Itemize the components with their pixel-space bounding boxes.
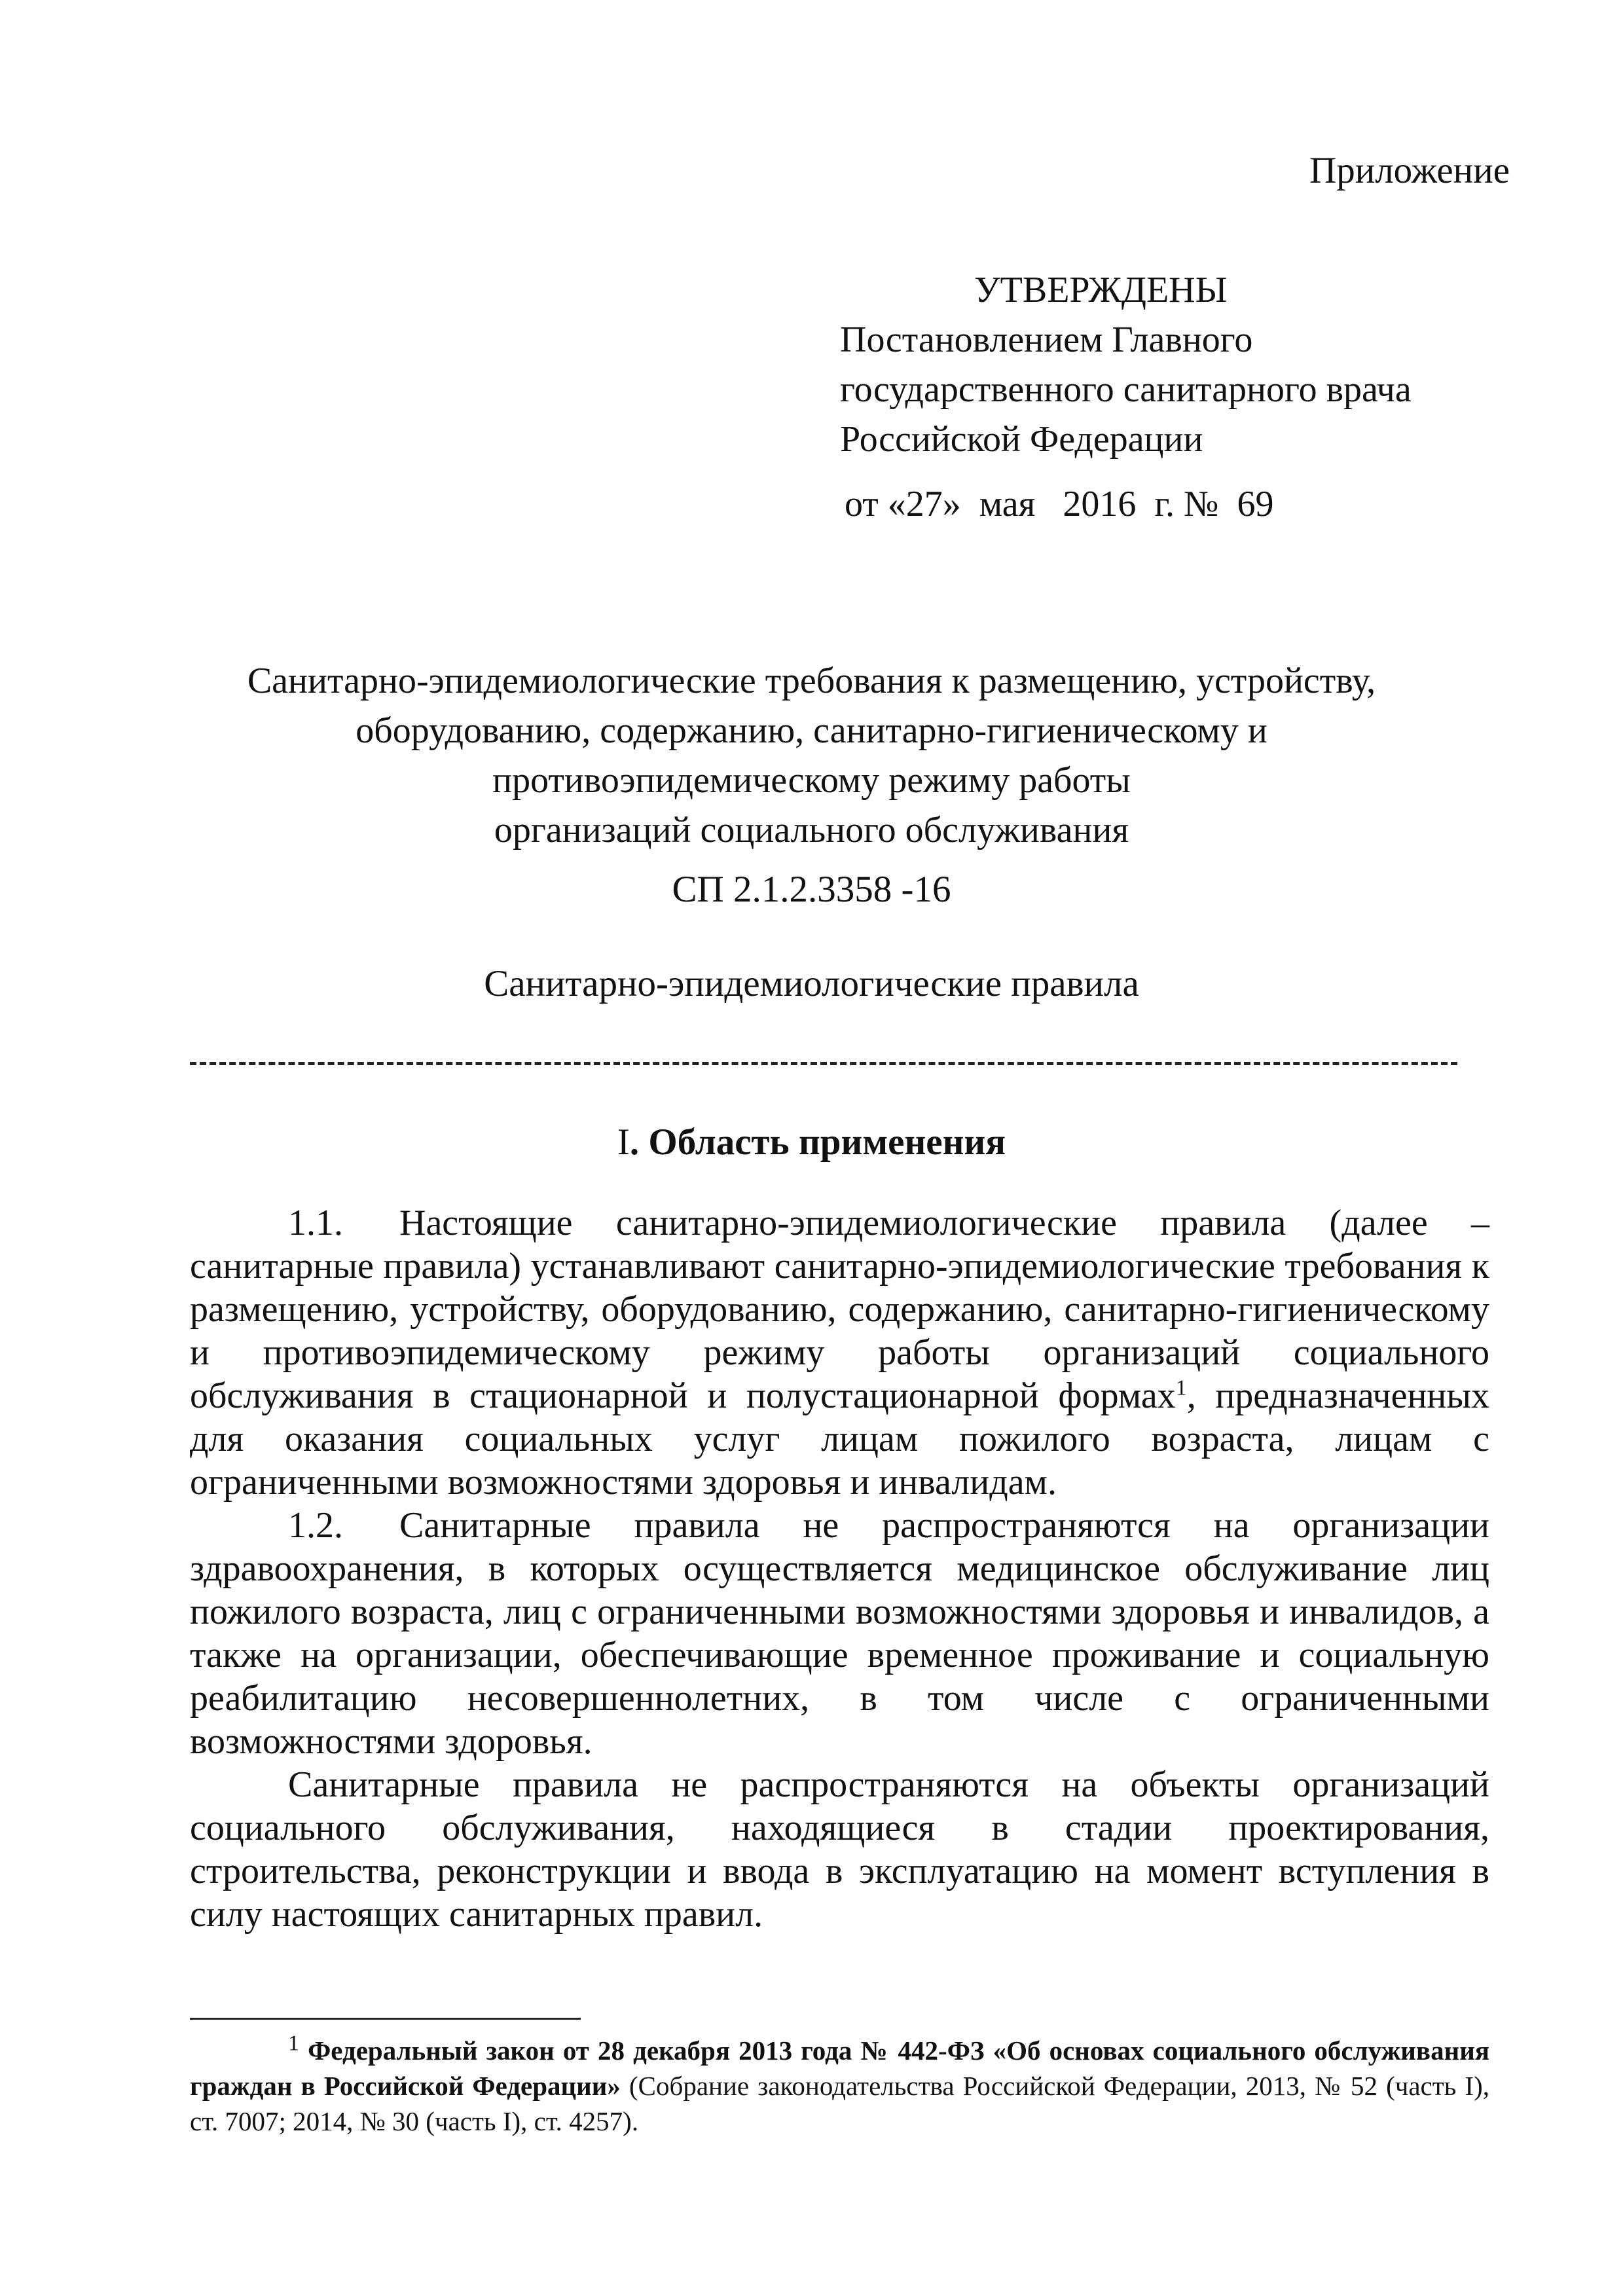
title-line: противоэпидемическому режиму работы <box>492 760 1131 801</box>
footnote-text: (Собрание законодательства Российской Федерации, 2013, № 52 (часть I), ст. 7007; 2014, № 30 (часть I), ст. 4257). <box>190 2071 1489 2136</box>
paragraph-1-2 <box>190 1504 1489 1763</box>
paragraph-text: Санитарные правила не распространяются на объекты организаций социального обслуживания, находящиеся в стадии проектирования, строительства, реконструкции и ввода в эксплуатацию на момент вступления в силу настоящих санитарных правил. <box>190 1764 1489 1935</box>
section-heading <box>0 1121 1623 1163</box>
footnote-bold-text: Федеральный закон от 28 декабря 2013 года № 442-ФЗ «Об основах социального обслуживания граждан в Российской Федерации» <box>190 2035 1489 2101</box>
footnote <box>190 2033 1489 2139</box>
title-line: организаций социального обслуживания <box>494 810 1129 851</box>
appendix-label: Приложение <box>1309 150 1510 191</box>
footnote-number: 1 <box>288 2031 299 2056</box>
footnote-rule <box>190 2018 581 2020</box>
approved-by-line: государственного санитарного врача <box>840 369 1412 410</box>
approved-by-line: Постановлением Главного <box>840 319 1253 361</box>
title-line: Санитарно-эпидемиологические требования к размещению, устройству, <box>247 661 1376 701</box>
paragraph-label: 1.1. <box>288 1203 343 1243</box>
approved-heading: УТВЕРЖДЕНЫ <box>974 270 1228 310</box>
footnote-ref[interactable]: 1 <box>1175 1376 1187 1400</box>
paragraph-text: Санитарные правила не распространяются на организации здравоохранения, в которых осуществляется медицинское обслуживание лиц пожилого возраста, лиц с ограниченными возможностями здоровья и инвалидов, а также на организации, обеспечивающие временное проживание и социальную реабилитацию несовершеннолетних, в том числе с ограниченными возможностями здоровья. <box>190 1505 1489 1762</box>
approval-date: от «27» мая 2016 г. № 69 <box>845 484 1274 524</box>
paragraph-1-1 <box>190 1201 1489 1504</box>
approval-block <box>840 265 1412 465</box>
section-number: I <box>617 1121 630 1163</box>
paragraph-label: 1.2. <box>288 1505 343 1546</box>
document-kind: Санитарно-эпидемиологические правила <box>484 963 1139 1004</box>
paragraph-1-2-continued <box>190 1763 1489 1936</box>
document-body <box>190 1201 1489 1936</box>
paragraph-text: , предназначенных для оказания социальных услуг лицам пожилого возраста, лицам с ограниченными возможностями здоровья и инвалидам. <box>190 1376 1490 1503</box>
approved-by-line: Российской Федерации <box>840 419 1203 460</box>
document-code: СП 2.1.2.3358 -16 <box>672 869 951 910</box>
dashed-separator <box>190 1062 1457 1065</box>
section-title: . Область применения <box>629 1121 1006 1163</box>
paragraph-text: Настоящие санитарно-эпидемиологические правила (далее – санитарные правила) устанавливают санитарно-эпидемиологические требования к размещению, устройству, оборудованию, содержанию, санитарно-гигиеническому и противоэпидемическому режиму работы организаций социального обслуживания в стационарной и полустационарной формах <box>190 1203 1489 1416</box>
document-title <box>0 656 1623 856</box>
title-line: оборудованию, содержанию, санитарно-гигиеническому и <box>356 710 1267 752</box>
